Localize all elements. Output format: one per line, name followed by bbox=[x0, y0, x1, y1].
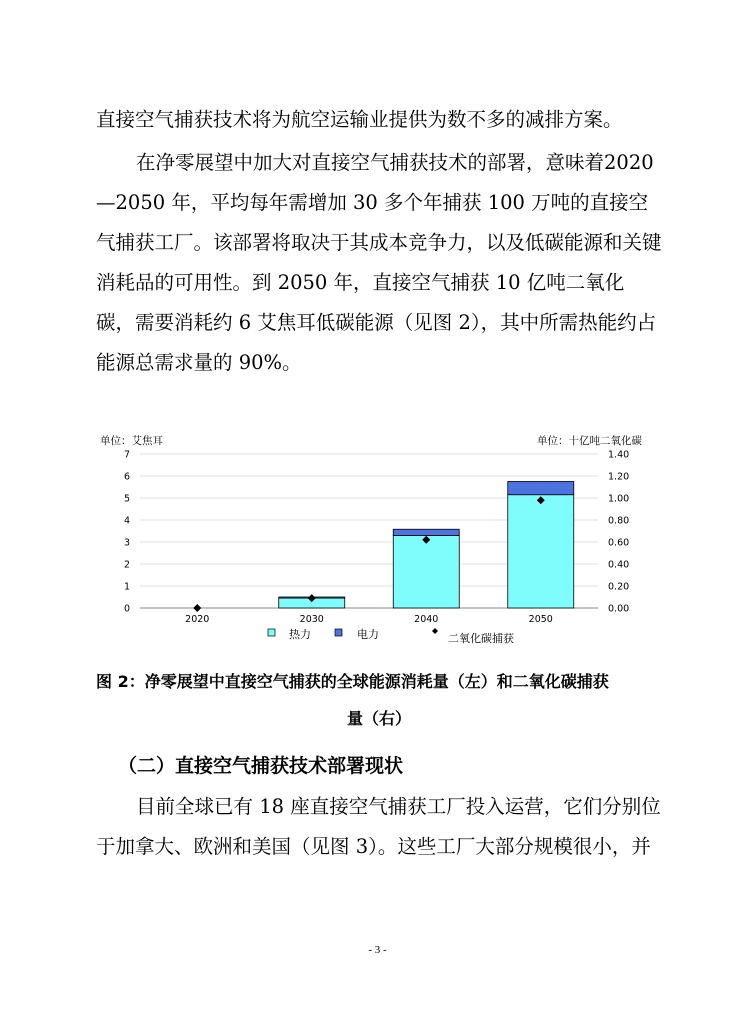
category-label: 2020 bbox=[185, 614, 210, 625]
left-tick-label: 0 bbox=[123, 603, 130, 615]
right-tick-label: 0.80 bbox=[608, 515, 630, 527]
legend-label-electricity: 电力 bbox=[357, 628, 379, 641]
page-number: - 3 - bbox=[368, 944, 387, 956]
legend-swatch-electricity bbox=[335, 629, 342, 636]
legend-label-capture: 二氧化碳捕获 bbox=[448, 632, 514, 645]
right-tick-label: 1.20 bbox=[608, 471, 630, 483]
legend-label-heat: 热力 bbox=[289, 628, 311, 641]
legend bbox=[268, 627, 514, 645]
right-tick-label: 1.00 bbox=[608, 493, 630, 505]
figure-caption: 图 2：净零展望中直接空气捕获的全球能源消耗量（左）和二氧化碳捕获 bbox=[96, 672, 609, 691]
left-unit-label: 单位：艾焦耳 bbox=[100, 435, 163, 447]
bar-heat-2040 bbox=[393, 535, 459, 608]
left-tick-label: 3 bbox=[123, 537, 130, 549]
category-label: 2050 bbox=[528, 614, 553, 625]
body-paragraph-1: 直接空气捕获技术将为航空运输业提供为数不多的减排方案。 bbox=[96, 108, 623, 131]
bar-heat-2050 bbox=[508, 495, 574, 608]
energy-capture-chart bbox=[90, 428, 660, 653]
right-tick-label: 1.40 bbox=[608, 449, 630, 461]
left-tick-label: 6 bbox=[123, 471, 130, 483]
legend-swatch-heat bbox=[268, 629, 275, 636]
left-tick-label: 2 bbox=[123, 559, 130, 571]
capture-marker-2020 bbox=[193, 604, 201, 612]
left-tick-label: 4 bbox=[123, 515, 130, 527]
right-tick-label: 0.40 bbox=[608, 559, 630, 571]
category-label: 2040 bbox=[414, 614, 439, 625]
body-paragraph-3: 目前全球已有 18 座直接空气捕获工厂投入运营，它们分别位于加拿大、欧洲和美国（见图 3）。这些工厂大部分规模很小，并 bbox=[96, 795, 661, 858]
left-tick-label: 1 bbox=[123, 581, 130, 593]
right-tick-label: 0.60 bbox=[608, 537, 630, 549]
section-heading: （二）直接空气捕获技术部署现状 bbox=[118, 755, 404, 777]
right-unit-label: 单位：十亿吨二氧化碳 bbox=[537, 435, 642, 447]
bars bbox=[279, 482, 574, 609]
right-tick-label: 0.20 bbox=[608, 581, 630, 593]
figure-caption-continued: 量（右） bbox=[346, 709, 411, 728]
capture-markers bbox=[193, 496, 545, 612]
left-tick-label: 5 bbox=[123, 493, 130, 505]
legend-marker-capture bbox=[432, 628, 438, 634]
bar-electricity-2040 bbox=[393, 529, 459, 535]
bar-electricity-2050 bbox=[508, 482, 574, 495]
category-label: 2030 bbox=[299, 614, 324, 625]
left-tick-label: 7 bbox=[123, 449, 130, 461]
right-tick-label: 0.00 bbox=[608, 603, 630, 615]
body-paragraph-2: 在净零展望中加大对直接空气捕获技术的部署，意味着2020—2050 年，平均每年需增加 30 多个年捕获 100 万吨的直接空气捕获工厂。该部署将取决于其成本竞争力，以及低碳能源和关键消耗品的可用性。到 2050 年，直接空气捕获 10 亿吨二氧化碳，需要消耗约 6 艾焦耳低碳能源（见图 2），其中所需热能约占能源总需求量的 90%。 bbox=[96, 151, 662, 374]
